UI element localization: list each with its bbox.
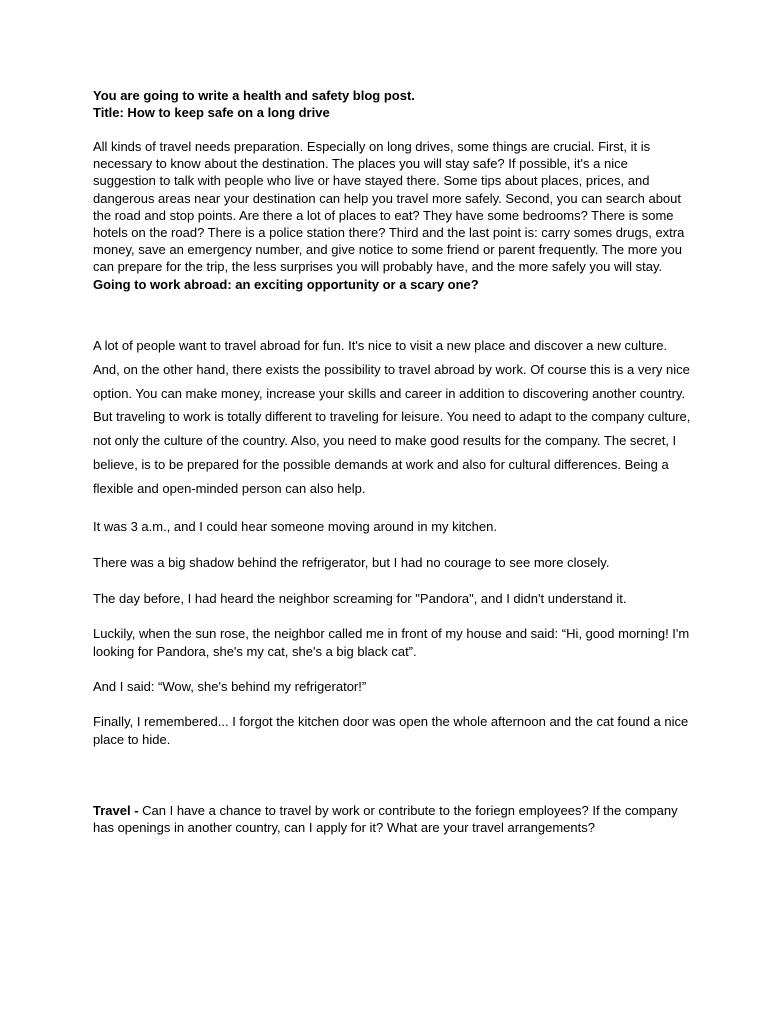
story-line-day-before: The day before, I had heard the neighbor screaming for "Pandora", and I didn't understand it. — [93, 591, 627, 606]
work-abroad-paragraph: A lot of people want to travel abroad for fun. It's nice to visit a new place and discover a new culture. And, on the other hand, there exists the possibility to travel abroad by work. Of course this is a very nice option. You can make money, increase your skills and career in addition to discovering another country. But traveling to work is totally different to traveling for leisure. You need to adapt to the company culture, not only the culture of the country. Also, you need to make good results for the company. The secret, I believe, is to be prepared for the possible demands at work and also for cultural differences. Being a flexible and open-minded person can also help. — [93, 338, 691, 496]
story-line-3am: It was 3 a.m., and I could hear someone moving around in my kitchen. — [93, 519, 497, 534]
story-paragraph-finally: Finally, I remembered... I forgot the kitchen door was open the whole afternoon and the cat found a nice place to hide. — [93, 714, 689, 747]
heading-block — [93, 87, 693, 121]
story-paragraph-luckily: Luckily, when the sun rose, the neighbor called me in front of my house and said: “Hi, good morning! I'm looking for Pandora, she's my cat, she's a big black cat”. — [93, 626, 690, 659]
travel-question-paragraph — [93, 802, 693, 836]
blog-title: Title: How to keep safe on a long drive — [93, 105, 330, 120]
assignment-prompt: You are going to write a health and safety blog post. — [93, 88, 415, 103]
story-line-shadow: There was a big shadow behind the refrigerator, but I had no courage to see more closely. — [93, 555, 610, 570]
travel-question-body: Can I have a chance to travel by work or contribute to the foriegn employees? If the company has openings in another country, can I apply for it? What are your travel arrangements? — [93, 803, 678, 836]
work-abroad-heading: Going to work abroad: an exciting opportunity or a scary one? — [93, 276, 479, 292]
long-drive-paragraph — [93, 138, 693, 293]
story-line-and-i-said: And I said: “Wow, she's behind my refrigerator!” — [93, 679, 367, 694]
travel-label: Travel - — [93, 803, 139, 818]
long-drive-body: All kinds of travel needs preparation. Especially on long drives, some things are crucial. First, it is necessary to know about the destination. The places you will stay safe? If possible, it's a nice suggestion to talk with people who live or have stayed there. Some tips about places, prices, and dangerous areas near your destination can help you travel more safely. Second, you can search about the road and stop points. Are there a lot of places to eat? They have some bedrooms? There is some hotels on the road? There is a police station there? Third and the last point is: carry somes drugs, extra money, save an emergency number, and give notice to some friend or parent frequently. The more you can prepare for the trip, the less surprises you will probably have, and the more safely you will stay. — [93, 139, 685, 275]
